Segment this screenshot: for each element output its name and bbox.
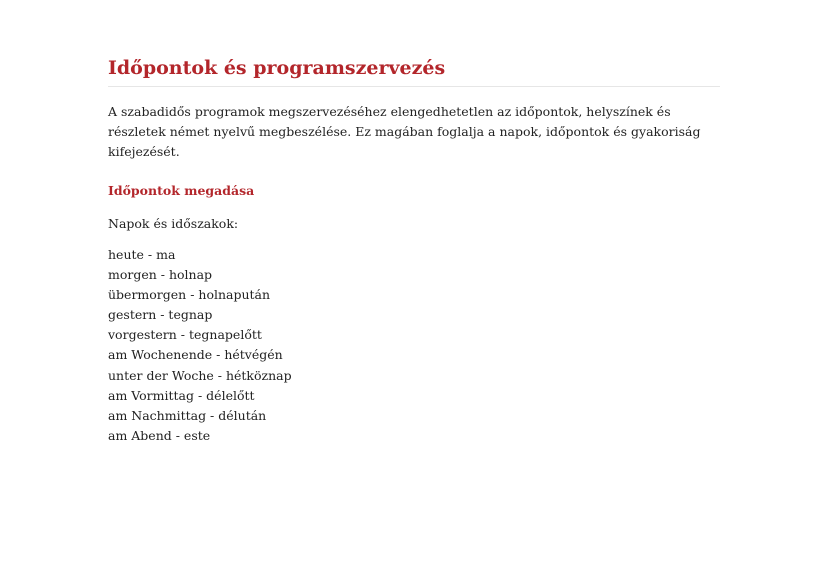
intro-paragraph: A szabadidős programok megszervezéséhez elengedhetetlen az időpontok, helyszínek és részletek német nyelvű megbeszélése. Ez magában foglalja a napok, időpontok és gyakoriság kifejezését. [108, 104, 701, 159]
vocabulary-item: gestern - tegnap [108, 307, 213, 323]
section-heading: Időpontok megadása [108, 183, 255, 198]
vocabulary-item: am Nachmittag - délután [108, 407, 267, 423]
vocabulary-item: am Wochenende - hétvégén [108, 347, 283, 363]
page-title: Időpontok és programszervezés [108, 56, 720, 87]
vocabulary-item: am Abend - este [108, 427, 211, 443]
vocabulary-item: vorgestern - tegnapelőtt [108, 327, 262, 343]
vocabulary-list [108, 245, 720, 446]
vocabulary-item: morgen - holnap [108, 267, 213, 283]
article-content [108, 56, 720, 446]
vocabulary-item: am Vormittag - délelőtt [108, 387, 255, 403]
vocabulary-item: unter der Woche - hétköznap [108, 367, 292, 383]
vocabulary-item: heute - ma [108, 247, 176, 262]
vocabulary-item: übermorgen - holnapután [108, 287, 271, 303]
section-subheading: Napok és időszakok: [108, 216, 239, 231]
